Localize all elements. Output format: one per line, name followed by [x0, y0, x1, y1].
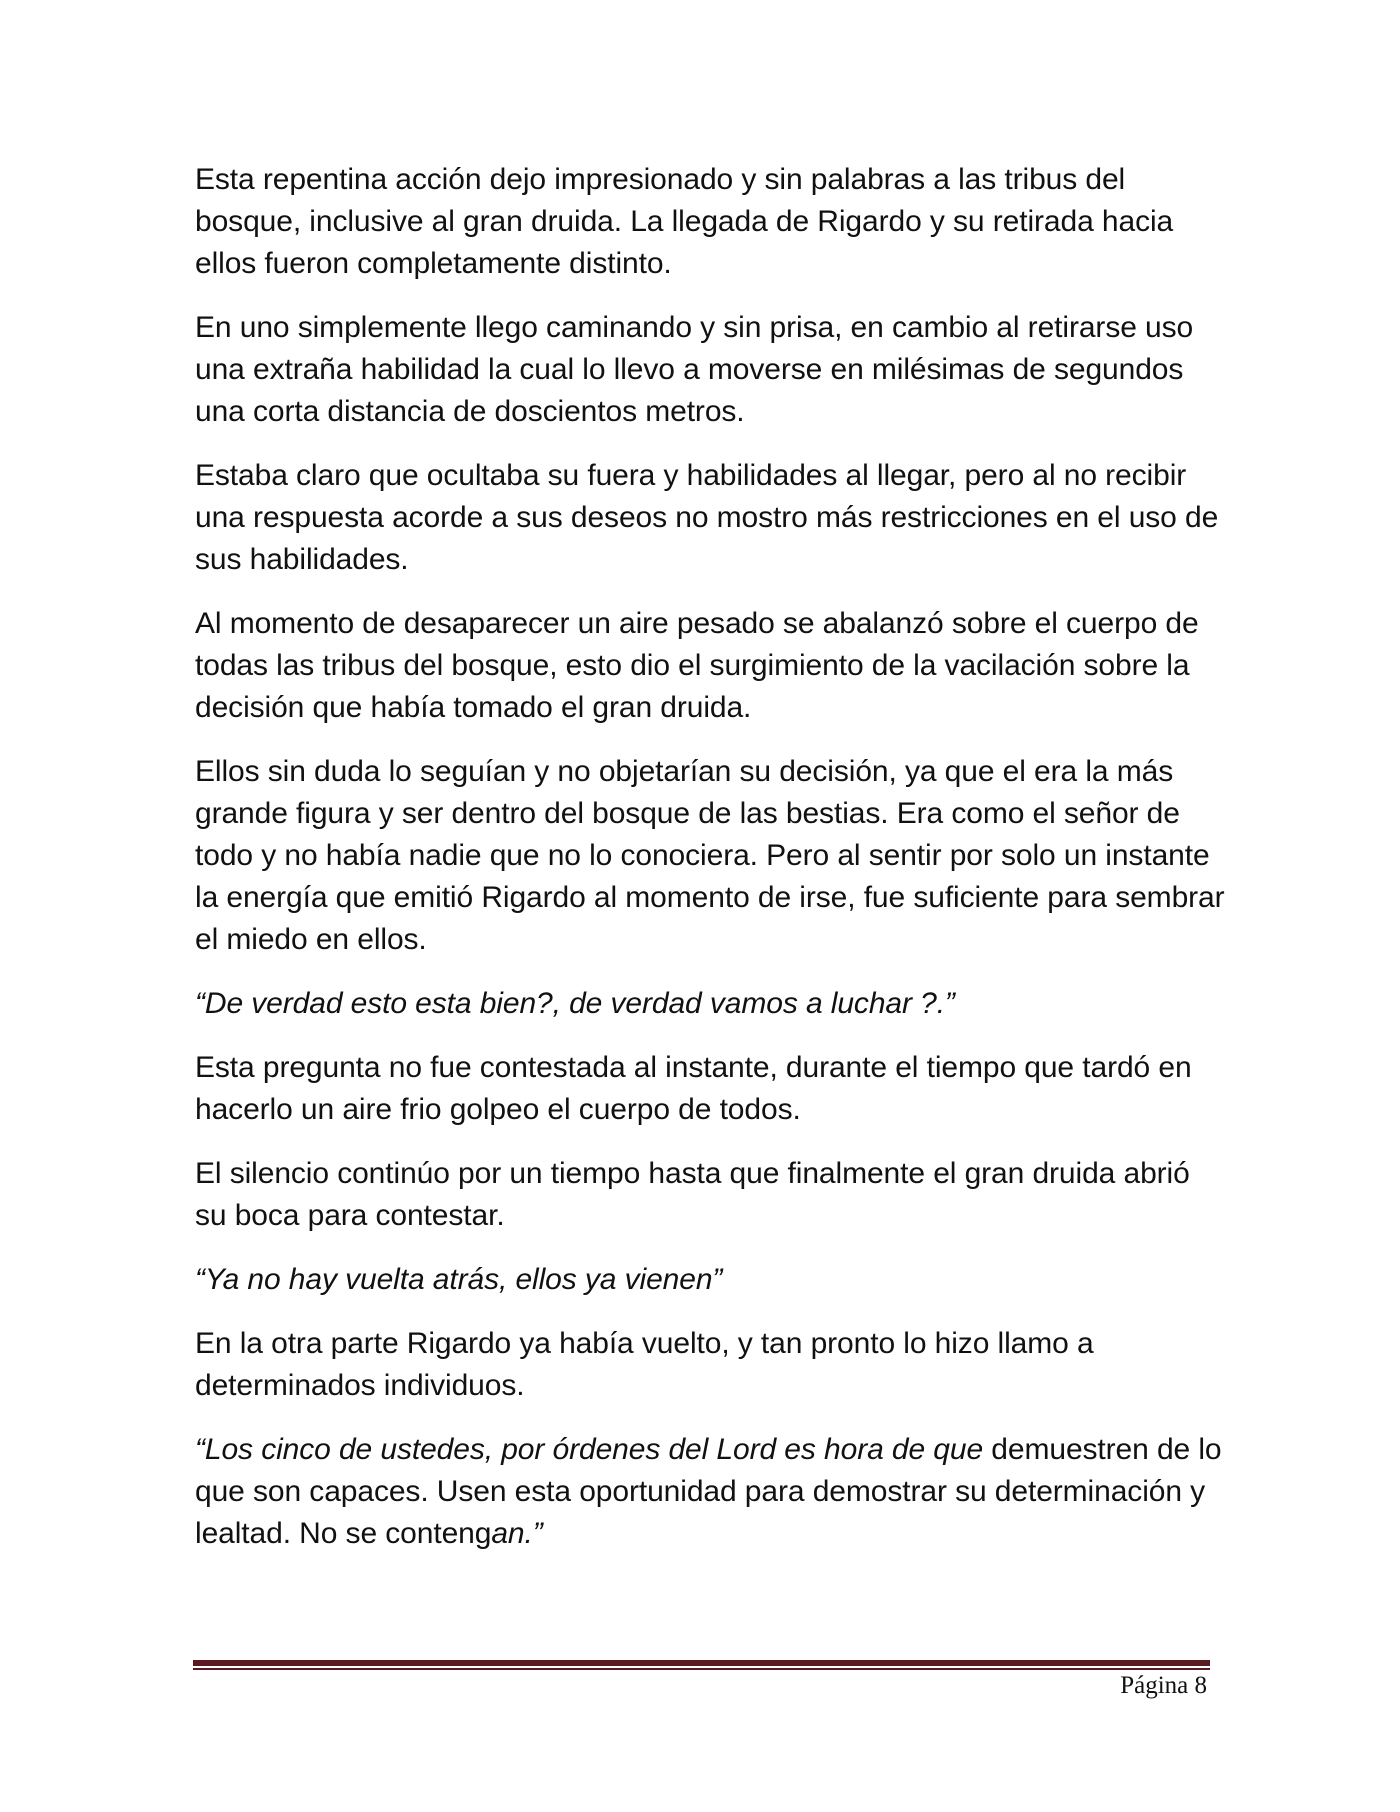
paragraph-2: En uno simplemente llego caminando y sin prisa, en cambio al retirarse uso una extraña habilidad la cual lo llevo a moverse en milésimas de segundos una corta distancia de doscientos metros.: [195, 311, 1194, 428]
footer-rule-thin: [193, 1668, 1210, 1670]
dialogue-order-italic-start: “Los cinco de ustedes, por órdenes del Lord es hora de que: [195, 1433, 984, 1466]
paragraph-8: El silencio continúo por un tiempo hasta que finalmente el gran druida abrió su boca para contestar.: [195, 1157, 1190, 1232]
paragraph-4: Al momento de desaparecer un aire pesado se abalanzó sobre el cuerpo de todas las tribus del bosque, esto dio el surgimiento de la vacilación sobre la decisión que había tomado el gran druida.: [195, 607, 1199, 724]
paragraph-7: Esta pregunta no fue contestada al instante, durante el tiempo que tardó en hacerlo un aire frio golpeo el cuerpo de todos.: [195, 1051, 1192, 1126]
dialogue-order-normal: demuestren de lo que son capaces. Usen esta oportunidad para demostrar su determinación y lealtad. No se conteng: [195, 1433, 1222, 1550]
dialogue-order: [195, 1429, 1225, 1555]
dialogue-answer: “Ya no hay vuelta atrás, ellos ya vienen”: [195, 1263, 723, 1296]
page-number: Página 8: [1120, 1672, 1207, 1699]
footer-rule-thick: [193, 1660, 1210, 1666]
dialogue-question: “De verdad esto esta bien?, de verdad vamos a luchar ?.”: [195, 987, 955, 1020]
paragraph-1: Esta repentina acción dejo impresionado y sin palabras a las tribus del bosque, inclusive al gran druida. La llegada de Rigardo y su retirada hacia ellos fueron completamente distinto.: [195, 163, 1174, 280]
page-body: [195, 159, 1225, 1577]
paragraph-10: En la otra parte Rigardo ya había vuelto, y tan pronto lo hizo llamo a determinados individuos.: [195, 1327, 1094, 1402]
paragraph-3: Estaba claro que ocultaba su fuera y habilidades al llegar, pero al no recibir una respuesta acorde a sus deseos no mostro más restricciones en el uso de sus habilidades.: [195, 459, 1219, 576]
dialogue-order-italic-end: an.”: [491, 1517, 543, 1550]
footer-rule: [193, 1660, 1210, 1670]
paragraph-5: Ellos sin duda lo seguían y no objetarían su decisión, ya que el era la más grande figura y ser dentro del bosque de las bestias. Era como el señor de todo y no había nadie que no lo conociera. Pero al sentir por solo un instante la energía que emitió Rigardo al momento de irse, fue suficiente para sembrar el miedo en ellos.: [195, 755, 1225, 956]
